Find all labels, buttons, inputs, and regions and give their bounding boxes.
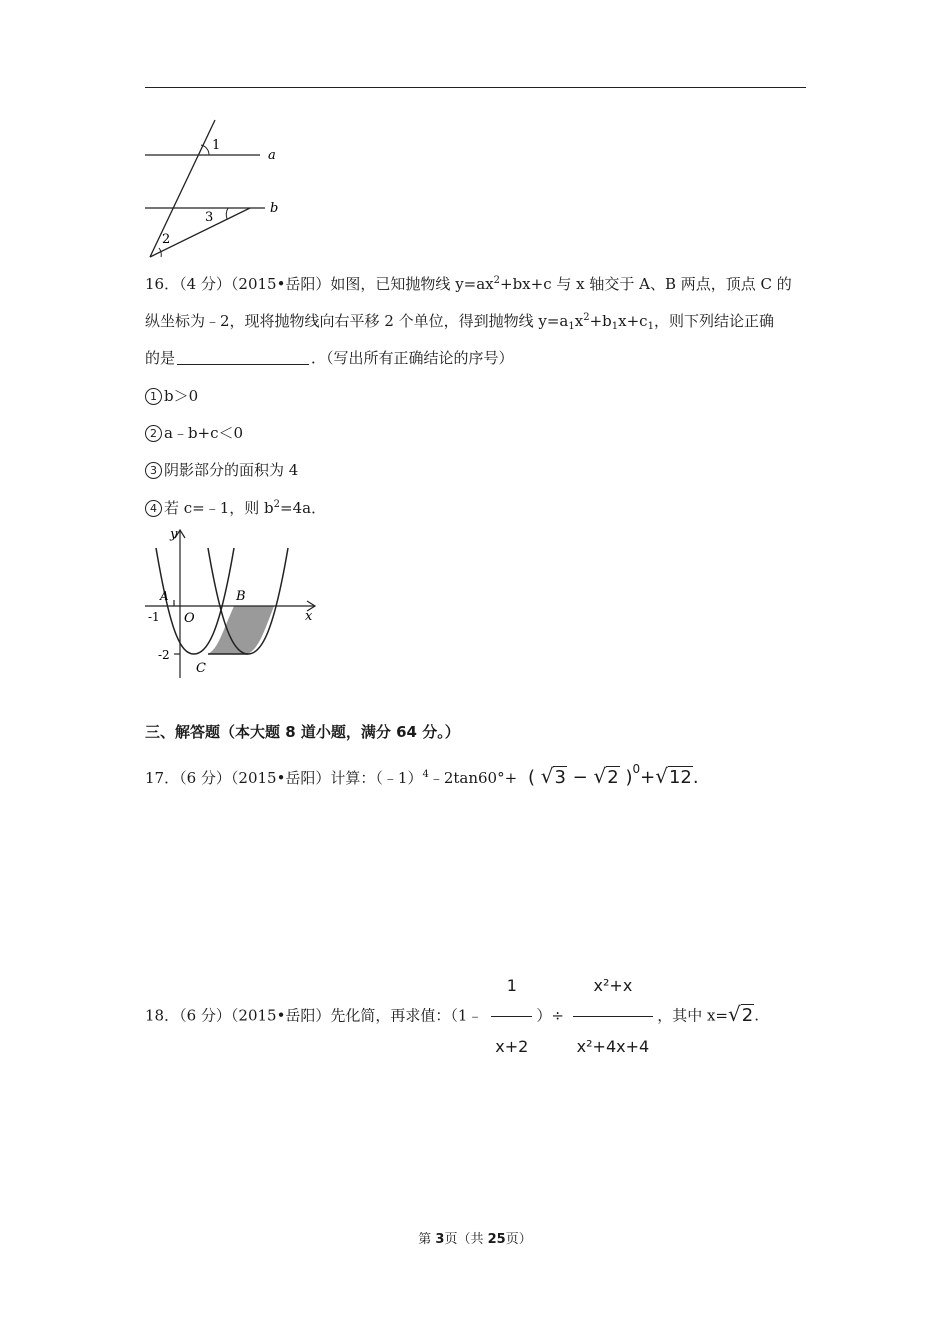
q17-expression: ( √3 − √2 )$^0$+√12. bbox=[527, 762, 699, 788]
label-B: B bbox=[236, 589, 246, 604]
label-a: a bbox=[268, 148, 276, 163]
section-heading: 三、解答题（本大题 8 道小题，满分 64 分。） bbox=[145, 723, 460, 741]
label-C: C bbox=[196, 661, 206, 676]
label-O: O bbox=[184, 611, 195, 626]
label-minus1: -1 bbox=[148, 610, 160, 624]
option-number: 1 bbox=[145, 388, 162, 405]
q18: 18．（6 分）（2015•岳阳）先化简，再求值：（1﹣ $\frac{1}{x+2}$ ）÷ $\frac{\text{x²+x}}{\text{x²+4x+4}}$ ，其中 x=√2. bbox=[145, 958, 759, 1014]
label-b: b bbox=[270, 201, 279, 216]
q16-option-3: 3 阴影部分的面积为 4 bbox=[145, 460, 298, 480]
fraction-2: $\frac{\text{x²+x}}{\text{x²+4x+4}}$ bbox=[573, 958, 654, 1075]
option-number: 2 bbox=[145, 425, 162, 442]
option-number: 3 bbox=[145, 462, 162, 479]
label-1: 1 bbox=[212, 138, 221, 153]
label-minus2: -2 bbox=[158, 648, 170, 662]
label-A: A bbox=[160, 589, 169, 603]
header-rule bbox=[145, 87, 806, 88]
label-x: x bbox=[305, 609, 313, 624]
label-3: 3 bbox=[205, 210, 214, 225]
sqrt-2: √2 bbox=[728, 1001, 754, 1026]
q16-option-4: 4 若 c=﹣1，则 $b^2=4a$． bbox=[145, 498, 326, 518]
q17: 17．（6 分）（2015•岳阳）计算：（﹣1）$^4$﹣2tan60°+ ( √3 − √2 )$^0$+√12. bbox=[145, 762, 699, 788]
option-number: 4 bbox=[145, 500, 162, 517]
q16-line1: 16．（4 分）（2015•岳阳）如图，已知抛物线 $y=ax^2+bx+c$ 与 x 轴交于 A、B 两点，顶点 C 的 bbox=[145, 275, 792, 293]
page-footer: 第 3页（共 25页） bbox=[418, 1232, 532, 1247]
answer-blank[interactable] bbox=[177, 350, 309, 365]
transversal bbox=[150, 120, 215, 257]
figure-parabola bbox=[140, 520, 325, 680]
fraction-1: $\frac{1}{x+2}$ bbox=[491, 958, 532, 1075]
q16-option-1: 1 b＞0 bbox=[145, 386, 198, 406]
label-y: y bbox=[170, 527, 178, 542]
q16-line2: 纵坐标为﹣2，现将抛物线向右平移 2 个单位，得到抛物线 $y=a_1x^2+b_1x+c_1$，则下列结论正确 bbox=[145, 312, 774, 332]
q16-line3: 的是 ．（写出所有正确结论的序号） bbox=[145, 349, 514, 367]
q16-option-2: 2 a﹣b+c＜0 bbox=[145, 423, 243, 443]
label-2: 2 bbox=[162, 232, 171, 247]
figure-parallel-lines bbox=[140, 115, 300, 265]
